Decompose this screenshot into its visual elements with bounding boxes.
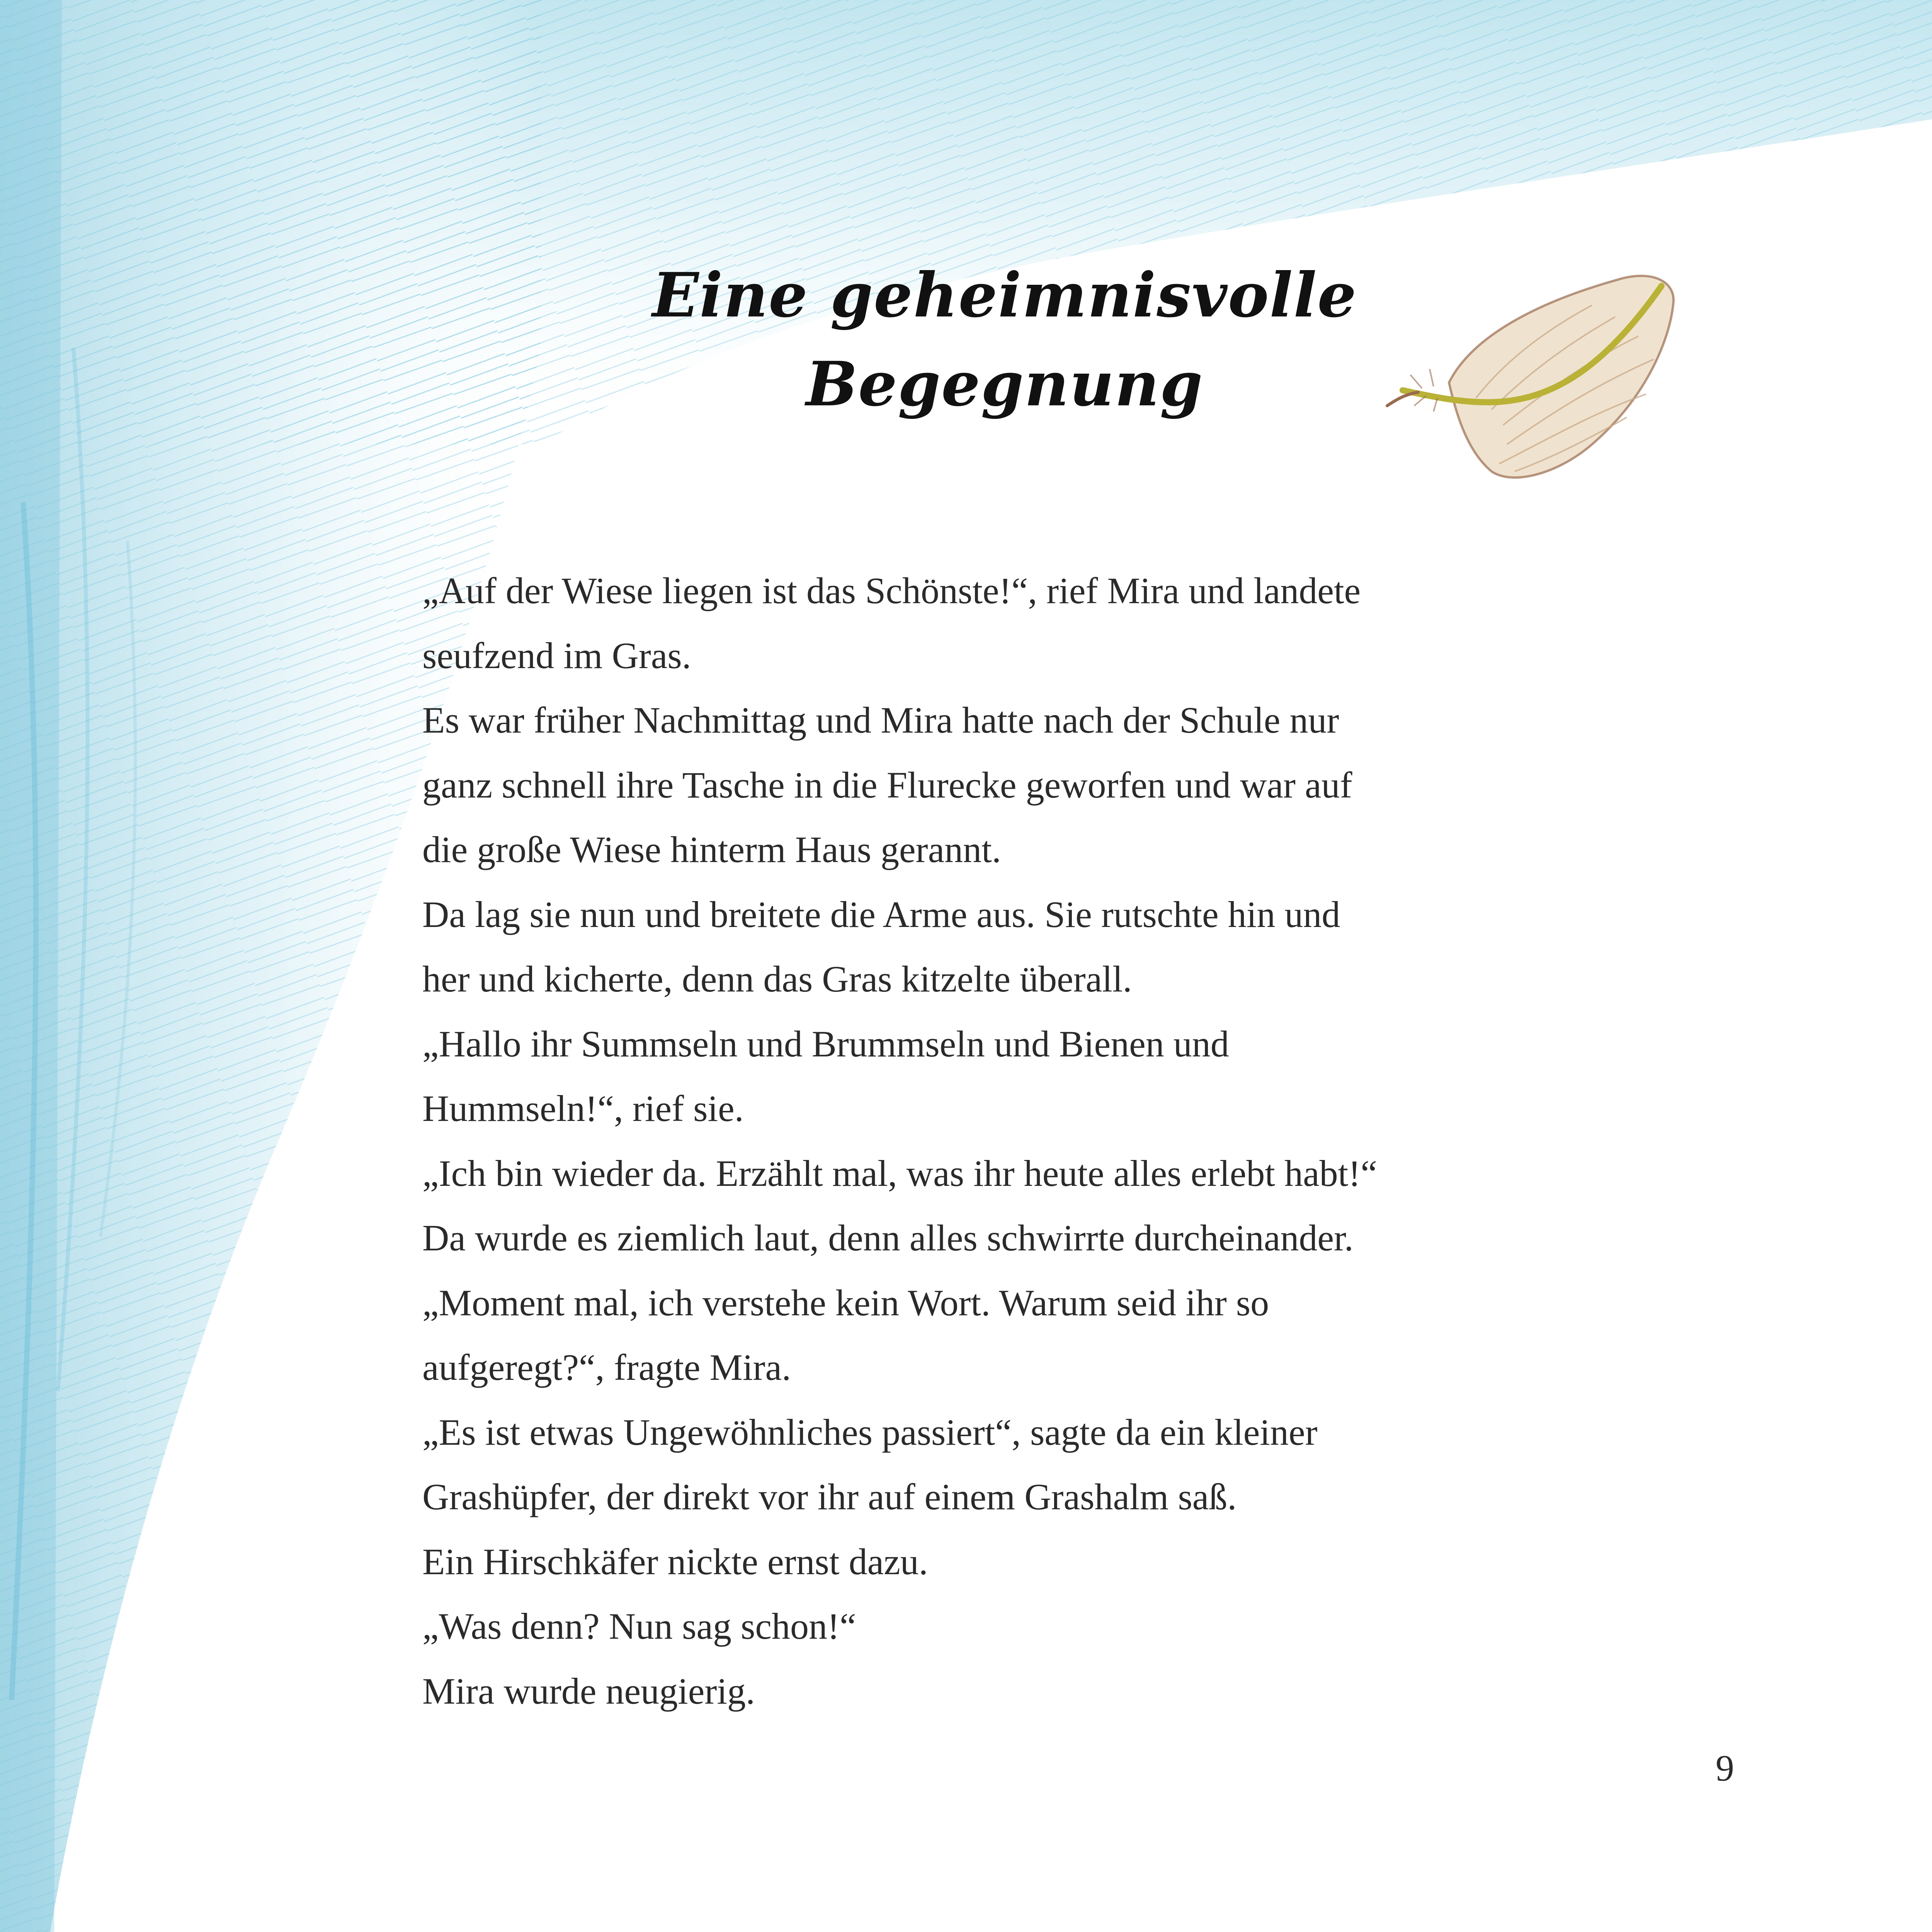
text-line: „Was denn? Nun sag schon!“ [422,1605,856,1647]
chapter-title [553,251,1457,429]
text-line: Hummseln!“, rief sie. [422,1088,744,1129]
text-line: Mira wurde neugierig. [422,1670,755,1712]
text-line: „Es ist etwas Ungewöhnliches passiert“, sagte da ein kleiner [422,1411,1318,1453]
text-line: „Auf der Wiese liegen ist das Schönste!“, rief Mira und landete [422,570,1361,611]
text-line: Da wurde es ziemlich laut, denn alles schwirrte durcheinander. [422,1217,1354,1259]
feather-icon [1376,270,1700,502]
text-line: Grashüpfer, der direkt vor ihr auf einem Grashalm saß. [422,1476,1237,1517]
text-line: Es war früher Nachmittag und Mira hatte nach der Schule nur [422,699,1339,741]
text-line: „Moment mal, ich verstehe kein Wort. Warum seid ihr so [422,1282,1269,1323]
text-line: Ein Hirschkäfer nickte ernst dazu. [422,1541,928,1582]
text-line: her und kicherte, denn das Gras kitzelte überall. [422,958,1132,1000]
page-number: 9 [1716,1747,1734,1789]
chapter-title-line-2: Begegnung [806,349,1204,420]
chapter-title-line-1: Eine geheimnisvolle [652,260,1357,331]
story-text [422,558,1582,1723]
text-line: Da lag sie nun und breitete die Arme aus. Sie rutschte hin und [422,893,1340,935]
text-line: „Ich bin wieder da. Erzählt mal, was ihr heute alles erlebt habt!“ [422,1152,1377,1194]
text-line: aufgeregt?“, fragte Mira. [422,1347,791,1388]
text-line: „Hallo ihr Summseln und Brummseln und Bienen und [422,1023,1229,1065]
text-line: die große Wiese hinterm Haus gerannt. [422,829,1001,870]
text-line: seufzend im Gras. [422,634,691,676]
text-line: ganz schnell ihre Tasche in die Flurecke geworfen und war auf [422,764,1352,806]
